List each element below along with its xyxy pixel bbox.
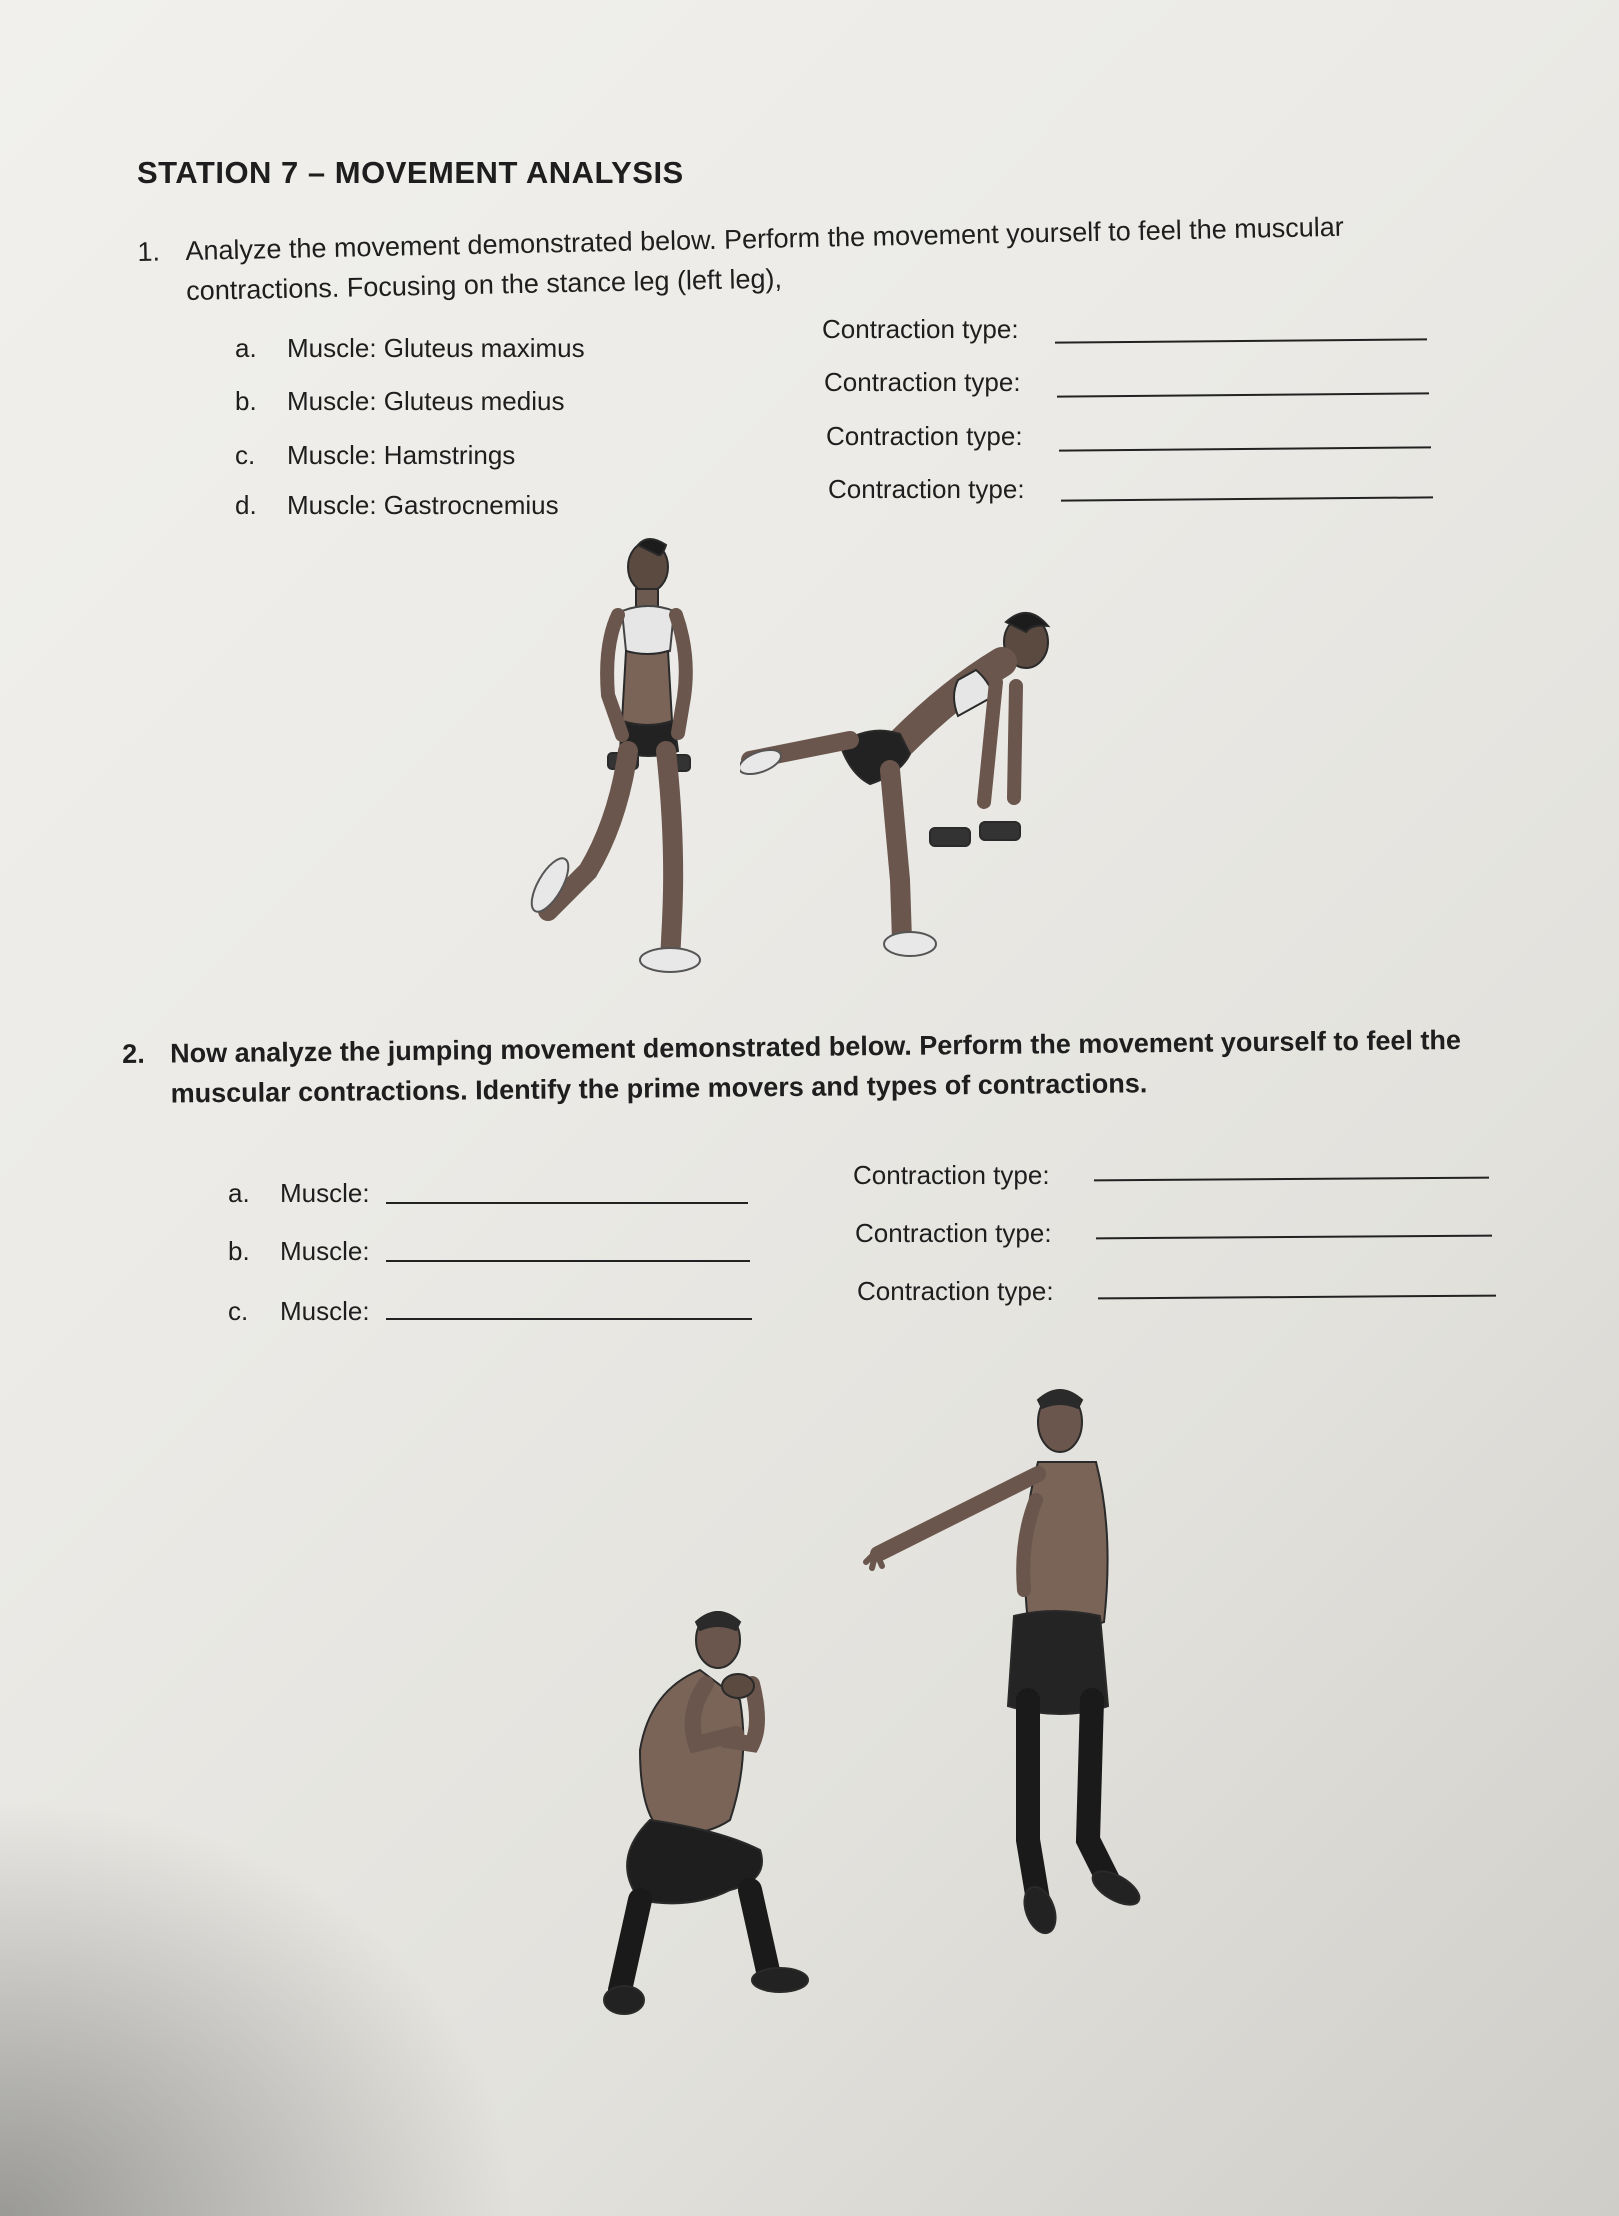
q2-item-a-muscle: Muscle: [280,1178,370,1208]
q1-item-c-contraction-label: Contraction type: [826,421,1023,451]
q2-item-a-contraction-label: Contraction type: [853,1160,1050,1190]
q1-item-b-muscle: Muscle: Gluteus medius [287,386,565,416]
q2-item-c-contraction-answer-line[interactable] [1098,1295,1496,1300]
q2-item-c-muscle-answer-line[interactable] [386,1318,752,1320]
question-1-text-line2: contractions. Focusing on the stance leg (left leg), [185,263,783,306]
man-jumping-icon [860,1380,1150,1940]
q1-item-c-answer-line[interactable] [1059,446,1431,451]
q1-item-d-muscle: Muscle: Gastrocnemius [287,490,559,520]
q1-item-d-letter: d. [235,490,257,520]
question-1-number: 1. [137,236,161,267]
q1-item-a-contraction-label: Contraction type: [822,314,1019,344]
q1-item-d-answer-line[interactable] [1061,496,1433,501]
q1-item-b-answer-line[interactable] [1057,392,1429,397]
question-2-number: 2. [122,1038,145,1069]
q1-item-a-answer-line[interactable] [1055,338,1427,343]
man-squat-icon [580,1600,810,2020]
question-1-text-line1: Analyze the movement demonstrated below. Perform the movement yourself to feel the muscular [185,211,1345,266]
q1-item-a-muscle: Muscle: Gluteus maximus [287,333,585,363]
question-2-prompt [122,1019,1523,1114]
page-shadow [0,1796,520,2216]
q1-item-b-contraction-label: Contraction type: [824,367,1021,397]
question-2-text-line1: Now analyze the jumping movement demonstrated below. Perform the movement yourself to feel the [170,1024,1462,1069]
q2-item-b-muscle-answer-line[interactable] [386,1260,750,1262]
q1-item-b-letter: b. [235,386,257,416]
page-title: STATION 7 – MOVEMENT ANALYSIS [137,155,684,190]
q2-item-c-letter: c. [228,1296,249,1326]
q2-item-c-contraction-label: Contraction type: [857,1276,1054,1306]
woman-standing-with-dumbbells-icon [520,525,760,985]
q2-item-b-muscle: Muscle: [280,1236,370,1266]
q2-item-b-letter: b. [228,1236,250,1266]
q2-item-c-muscle: Muscle: [280,1296,370,1326]
q2-item-a-muscle-answer-line[interactable] [386,1202,748,1204]
q1-item-a-letter: a. [235,333,257,363]
q1-item-c-muscle: Muscle: Hamstrings [287,440,516,470]
question-1-prompt [137,204,1468,312]
q2-item-b-contraction-answer-line[interactable] [1096,1235,1492,1240]
q1-item-c-letter: c. [235,440,256,470]
q2-item-a-contraction-answer-line[interactable] [1094,1177,1489,1182]
woman-single-leg-deadlift-icon [740,600,1070,970]
question-2-text-line2: muscular contractions. Identify the prime movers and types of contractions. [170,1068,1148,1109]
q1-item-d-contraction-label: Contraction type: [828,474,1025,504]
q2-item-a-letter: a. [228,1178,250,1208]
q2-item-b-contraction-label: Contraction type: [855,1218,1052,1248]
